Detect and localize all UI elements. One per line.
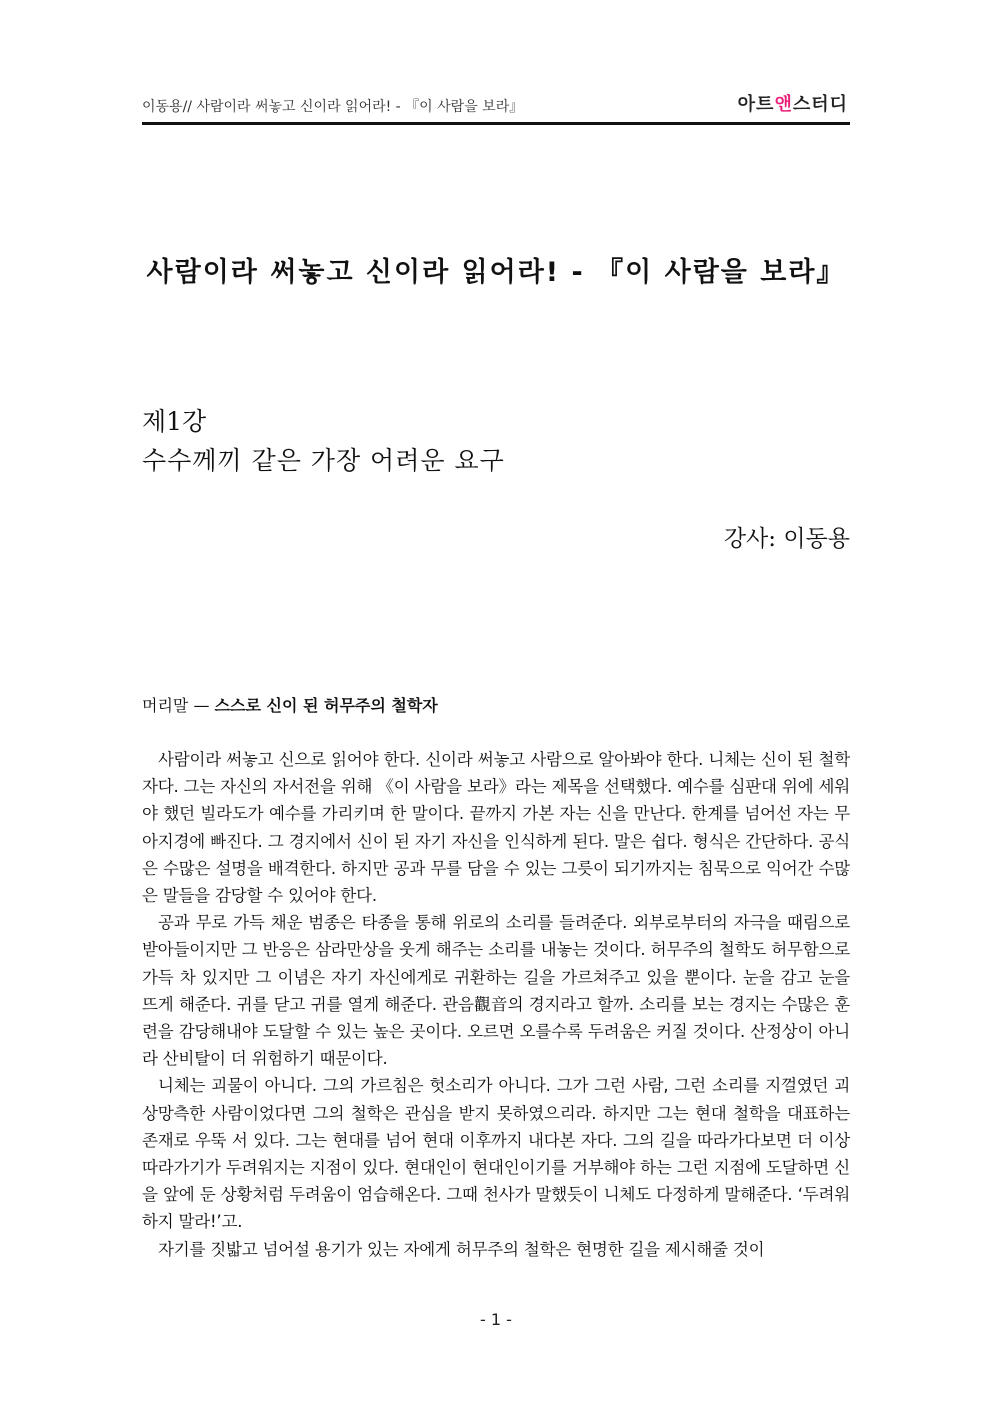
paragraph: 사람이라 써놓고 신으로 읽어야 한다. 신이라 써놓고 사람으로 알아봐야 한다. 니체는 신이 된 철학자다. 그는 자신의 자서전을 위해 《이 사람을 보라》라는 제목을 선택했다. 예수를 심판대 위에 세워야 했던 빌라도가 예수를 가리키며 한 말이다. 끝까지 가본 자는 신을 만난다. 한계를 넘어선 자는 무아지경에 빠진다. 그 경지에서 신이 된 자기 자신을 인식하게 된다. 말은 쉽다. 형식은 간단하다. 공식은 수많은 설명을 배격한다. 하지만 공과 무를 담을 수 있는 그릇이 되기까지는 침묵으로 익어간 수많은 말들을 감당할 수 있어야 한다. [142,750,850,906]
paragraph: 공과 무로 가득 채운 범종은 타종을 통해 위로의 소리를 들려준다. 외부로부터의 자극을 때림으로 받아들이지만 그 반응은 삼라만상을 웃게 해주는 소리를 내놓는 것이다. 허무주의 철학도 허무함으로 가득 차 있지만 그 이념은 자기 자신에게로 귀환하는 길을 가르쳐주고 있을 뿐이다. 눈을 감고 눈을 뜨게 해준다. 귀를 닫고 귀를 열게 해준다. 관음觀音의 경지라고 할까. 소리를 보는 경지는 수많은 훈련을 감당해내야 도달할 수 있는 높은 곳이다. 오르면 오를수록 두려움은 커질 것이다. 산정상이 아니라 산비탈이 더 위험하기 때문이다. [142,913,850,1069]
section-prefix: 머리말 — [142,696,215,715]
brand-logo [738,90,848,116]
lecture-title: 수수께끼 같은 가장 어려운 요구 [142,446,505,475]
section-title: 스스로 신이 된 허무주의 철학자 [214,696,438,715]
document-title: 사람이라 써놓고 신이라 읽어라! - 『이 사람을 보라』 [146,257,846,288]
brand-part-3: 스터디 [792,94,848,115]
brand-part-1: 아트 [737,94,775,115]
brand-part-2: 앤 [774,94,793,115]
section-heading [142,693,438,716]
body-text [142,746,850,1263]
page-header [142,88,850,125]
lecturer-name: 강사: 이동용 [723,526,850,552]
paragraph: 니체는 괴물이 아니다. 그의 가르침은 헛소리가 아니다. 그가 그런 사람, 그런 소리를 지껄였던 괴상망측한 사람이었다면 그의 철학은 관심을 받지 못하였으리라. 하지만 그는 현대 철학을 대표하는 존재로 우뚝 서 있다. 그는 현대를 넘어 현대 이후까지 내다본 자다. 그의 길을 따라가다보면 더 이상 따라가기가 두려워지는 지점이 있다. 현대인이 현대인이기를 거부해야 하는 그런 지점에 도달하면 신을 앞에 둔 상황처럼 두려움이 엄습해온다. 그때 천사가 말했듯이 니체도 다정하게 말해준다. ‘두려워하지 말라!’고. [142,1076,850,1232]
page-number: - 1 - [480,1310,512,1329]
running-title: 이동용// 사람이라 써놓고 신이라 읽어라! - 『이 사람을 보라』 [142,99,524,115]
paragraph: 자기를 짓밟고 넘어설 용기가 있는 자에게 허무주의 철학은 현명한 길을 제시해줄 것이 [158,1239,765,1259]
lecture-number: 제1강 [142,407,207,436]
